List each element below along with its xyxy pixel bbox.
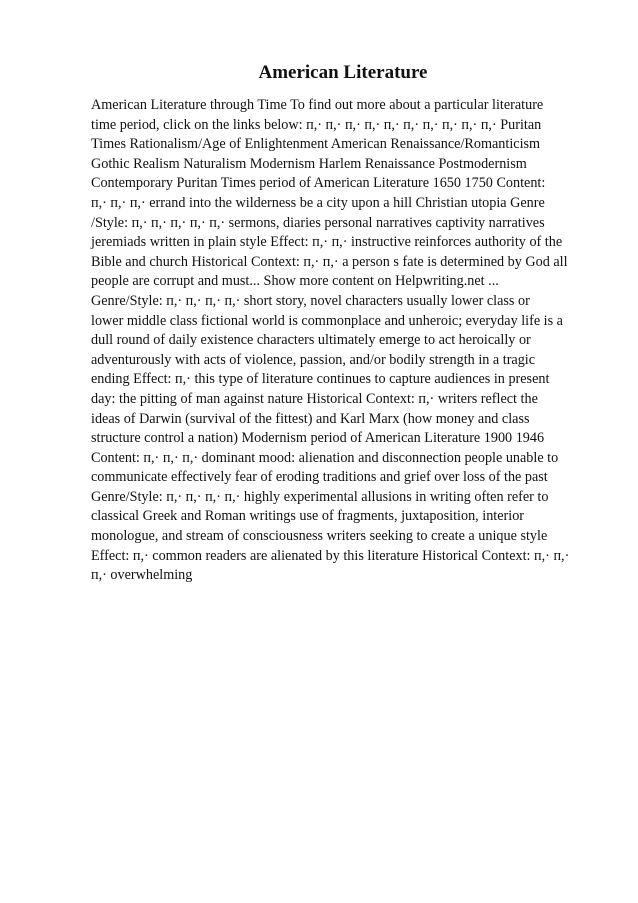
text-line: lower middle class fictional world is commonplace and unheroic; everyday life is a — [91, 312, 563, 329]
text-line: jeremiads written in plain style Effect: п,· п,· instructive reinforces authority of the — [91, 234, 563, 251]
text-line: Content: п,· п,· п,· dominant mood: alienation and disconnection people unable to — [91, 449, 559, 466]
text-line: Effect: п,· common readers are alienated by this literature Historical Context: п,· п,· — [91, 547, 570, 564]
text-line: п,· п,· п,· errand into the wilderness be a city upon a hill Christian utopia Genre — [91, 194, 545, 211]
text-line: communicate effectively fear of eroding traditions and grief over loss of the past — [91, 469, 548, 486]
text-line: monologue, and stream of consciousness writers seeking to create a unique style — [91, 528, 548, 545]
text-line: American Literature through Time To find out more about a particular literature — [91, 97, 544, 113]
text-line: Times Rationalism/Age of Enlightenment American Renaissance/Romanticism — [91, 136, 541, 153]
text-line: people are corrupt and must... Show more content on Helpwriting.net ... — [91, 273, 499, 290]
body-text — [91, 96, 591, 586]
text-line: structure control a nation) Modernism period of American Literature 1900 1946 — [91, 430, 545, 447]
text-line: day: the pitting of man against nature Historical Context: п,· writers reflect the — [91, 390, 538, 407]
text-line: Bible and church Historical Context: п,· п,· a person s fate is determined by God all — [91, 253, 568, 270]
text-line: ideas of Darwin (survival of the fittest) and Karl Marx (how money and class — [91, 410, 530, 427]
text-line: classical Greek and Roman writings use of fragments, juxtaposition, interior — [91, 508, 525, 525]
text-line: п,· overwhelming — [91, 567, 193, 584]
page-title: American Literature — [258, 62, 428, 83]
text-line: Genre/Style: п,· п,· п,· п,· short story, novel characters usually lower class or — [91, 292, 530, 309]
text-line: /Style: п,· п,· п,· п,· п,· sermons, diaries personal narratives captivity narratives — [91, 214, 545, 231]
text-line: ending Effect: п,· this type of literature continues to capture audiences in present — [91, 371, 550, 388]
text-line: time period, click on the links below: п,· п,· п,· п,· п,· п,· п,· п,· п,· п,· Puritan — [91, 116, 542, 133]
text-line: Gothic Realism Naturalism Modernism Harlem Renaissance Postmodernism — [91, 155, 527, 172]
text-line: dull round of daily existence characters ultimately emerge to act heroically or — [91, 332, 531, 349]
text-line: adventurously with acts of violence, passion, and/or bodily strength in a tragic — [91, 351, 536, 368]
text-line: Genre/Style: п,· п,· п,· п,· highly experimental allusions in writing often refer to — [91, 488, 549, 505]
text-line: Contemporary Puritan Times period of American Literature 1650 1750 Content: — [91, 175, 546, 192]
